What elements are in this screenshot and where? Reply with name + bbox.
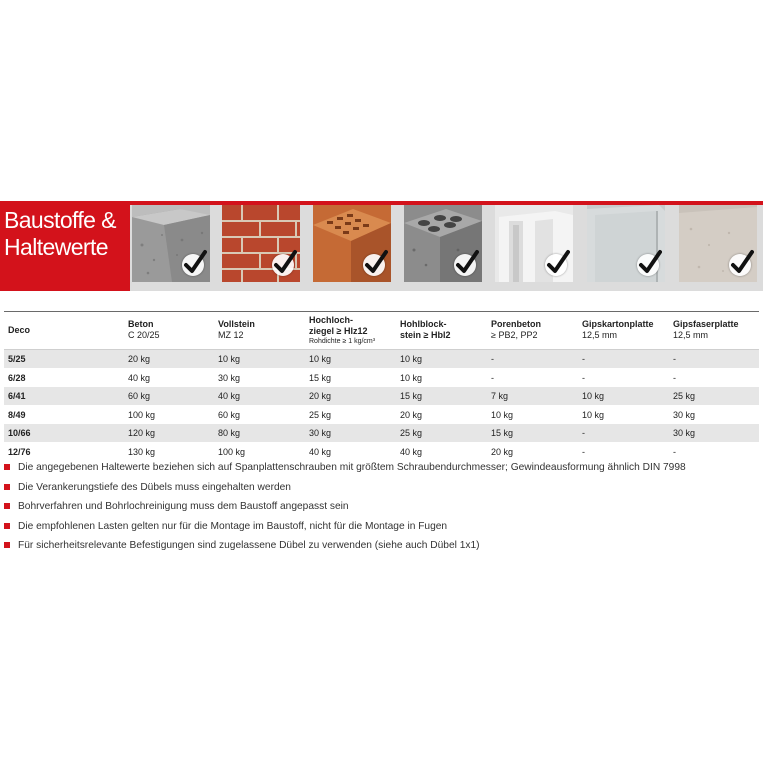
- check-icon: [363, 254, 385, 276]
- table-cell: -: [582, 428, 585, 438]
- table-row: [4, 443, 759, 462]
- table-cell: -: [491, 354, 494, 364]
- list-item: [4, 539, 759, 559]
- notes-list: [4, 461, 759, 559]
- solid-brick-icon: [222, 205, 300, 282]
- table-cell: 40 kg: [218, 391, 241, 401]
- list-item: [4, 500, 759, 520]
- column-header-beton: Beton C 20/25: [128, 319, 160, 340]
- note-text: Bohrverfahren und Bohrlochreinigung muss dem Baustoff angepasst sein: [18, 501, 349, 512]
- column-header-deco: Deco: [8, 325, 31, 335]
- table-cell: 10 kg: [309, 354, 332, 364]
- column-header-hohlblockstein: Hohlblock- stein ≥ Hbl2: [400, 319, 451, 340]
- table-cell: 25 kg: [673, 391, 696, 401]
- table-cell: 6/28: [8, 372, 26, 383]
- table-cell: 60 kg: [128, 391, 151, 401]
- check-icon: [637, 254, 659, 276]
- header-title: [4, 207, 128, 261]
- list-item: [4, 461, 759, 481]
- table-row: [4, 424, 759, 443]
- table-cell: -: [673, 446, 676, 457]
- table-cell: 10 kg: [491, 409, 514, 420]
- red-bullet-icon: [4, 484, 10, 490]
- table-cell: -: [582, 372, 585, 383]
- red-bullet-icon: [4, 542, 10, 548]
- note-text: Die angegebenen Haltewerte beziehen sich auf Spanplattenschrauben mit größtem Schraubendurchmesser; Gewindeausformung ähnlich DIN 7998: [18, 462, 686, 473]
- table-row: [4, 350, 759, 369]
- table-cell: 5/25: [8, 354, 26, 364]
- check-icon: [454, 254, 476, 276]
- table-row: [4, 406, 759, 425]
- table-cell: 15 kg: [309, 372, 332, 383]
- table-cell: 40 kg: [400, 446, 423, 457]
- table-cell: -: [582, 354, 585, 364]
- table-header: [4, 311, 759, 350]
- red-bullet-icon: [4, 523, 10, 529]
- note-text: Die empfohlenen Lasten gelten nur für die Montage im Baustoff, nicht für die Montage in Fugen: [18, 520, 448, 532]
- check-icon: [729, 254, 751, 276]
- table-cell: 20 kg: [400, 409, 423, 420]
- column-header-gipskartonplatte: Gipskartonplatte 12,5 mm: [582, 319, 654, 340]
- plasterboard-icon: [587, 205, 665, 282]
- table-cell: 30 kg: [309, 428, 332, 438]
- check-icon: [182, 254, 204, 276]
- table-cell: 20 kg: [309, 391, 332, 401]
- table-cell: -: [491, 372, 494, 383]
- table-cell: 30 kg: [673, 428, 696, 438]
- load-values-table: [4, 311, 759, 461]
- note-text: Für sicherheitsrelevante Befestigungen sind zugelassene Dübel zu verwenden (siehe auch Dübel 1x1): [18, 540, 480, 551]
- column-header-vollstein: Vollstein MZ 12: [218, 319, 255, 340]
- note-text: Die Verankerungstiefe des Dübels muss eingehalten werden: [18, 481, 291, 493]
- table-cell: 12/76: [8, 446, 31, 457]
- column-header-hochlochziegel: Hochloch- ziegel ≥ Hlz12 Rohdichte ≥ 1 kg/cm³: [309, 315, 376, 345]
- table-cell: -: [673, 372, 676, 383]
- table-row: [4, 369, 759, 388]
- table-cell: 10 kg: [400, 354, 423, 364]
- table-cell: -: [673, 354, 676, 364]
- hollow-block-icon: [404, 205, 482, 282]
- table-cell: 15 kg: [491, 428, 514, 438]
- red-bullet-icon: [4, 464, 10, 470]
- table-cell: 130 kg: [128, 446, 156, 457]
- column-header-gipsfaserplatte: Gipsfaserplatte 12,5 mm: [673, 319, 739, 340]
- column-header-porenbeton: Porenbeton ≥ PB2, PP2: [491, 319, 542, 340]
- table-cell: 25 kg: [309, 409, 332, 420]
- table-cell: 7 kg: [491, 391, 509, 401]
- table-cell: 30 kg: [673, 409, 696, 420]
- table-cell: 30 kg: [218, 372, 241, 383]
- perforated-brick-icon: [313, 205, 391, 282]
- aerated-concrete-icon: [495, 205, 573, 282]
- material-header-band: [0, 201, 763, 291]
- check-icon: [272, 254, 294, 276]
- table-cell: 100 kg: [218, 446, 246, 457]
- table-cell: 25 kg: [400, 428, 423, 438]
- table-cell: 120 kg: [128, 428, 156, 438]
- list-item: [4, 520, 759, 540]
- table-cell: 60 kg: [218, 409, 241, 420]
- table-cell: -: [582, 446, 585, 457]
- table-row: [4, 387, 759, 406]
- table-cell: 100 kg: [128, 409, 156, 420]
- table-cell: 8/49: [8, 409, 26, 420]
- table-cell: 80 kg: [218, 428, 241, 438]
- list-item: [4, 481, 759, 501]
- concrete-icon: [132, 205, 210, 282]
- header-title-line1: Baustoffe &: [4, 207, 116, 233]
- header-title-line2: Haltewerte: [4, 234, 108, 260]
- table-cell: 20 kg: [491, 446, 514, 457]
- table-cell: 6/41: [8, 391, 26, 401]
- table-cell: 10/66: [8, 428, 31, 438]
- table-cell: 40 kg: [309, 446, 332, 457]
- table-cell: 10 kg: [582, 391, 605, 401]
- check-icon: [545, 254, 567, 276]
- table-cell: 40 kg: [128, 372, 151, 383]
- red-bullet-icon: [4, 503, 10, 509]
- table-cell: 10 kg: [582, 409, 605, 420]
- table-cell: 20 kg: [128, 354, 151, 364]
- gypsum-fibreboard-icon: [679, 205, 757, 282]
- table-cell: 10 kg: [218, 354, 241, 364]
- table-cell: 10 kg: [400, 372, 423, 383]
- table-cell: 15 kg: [400, 391, 423, 401]
